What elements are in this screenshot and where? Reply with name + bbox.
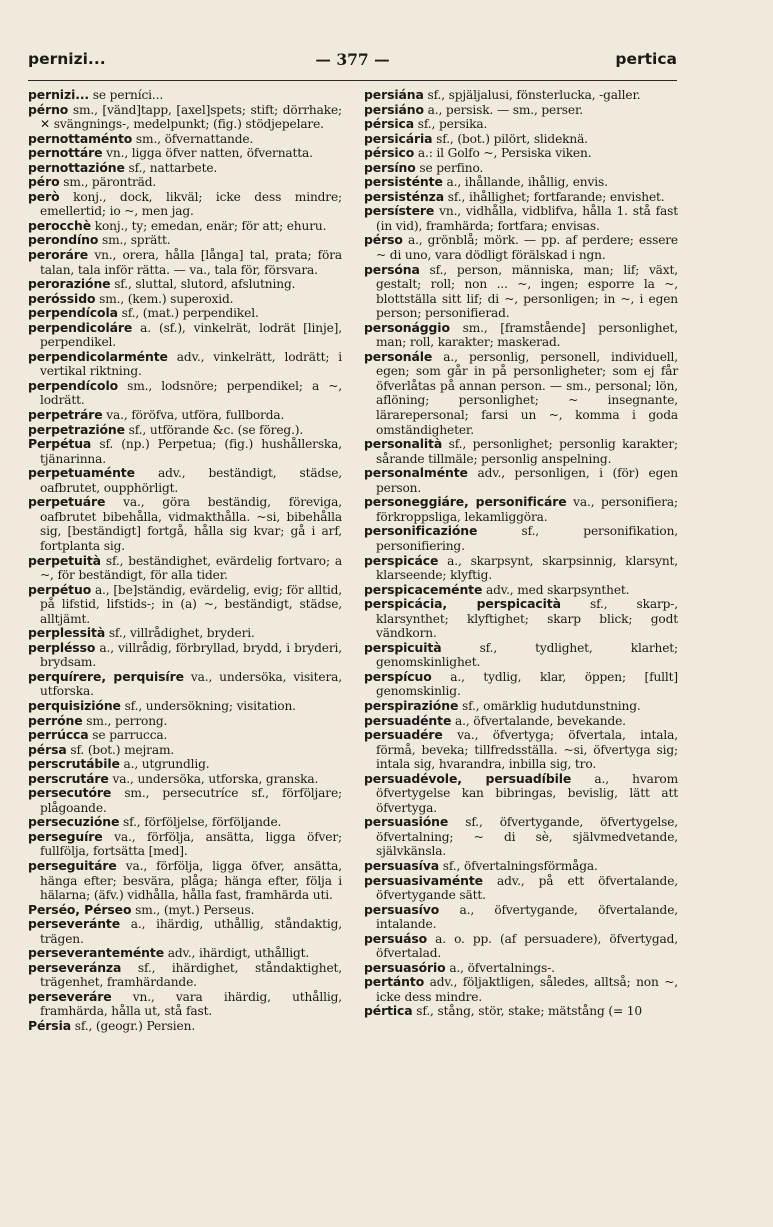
entry-definition: se perníci... (89, 88, 164, 102)
dictionary-entry (364, 1004, 678, 1019)
entry-definition: sf., förföljelse, förföljande. (119, 815, 282, 830)
dictionary-entry (28, 772, 342, 787)
entry-headword: persisténte (364, 174, 443, 190)
entry-definition: a., personlig, personell, individuell, egen; som går in på personligheter; som ej får öfverlåtas på annan person. — sm., personal; lön, aflöning; personlighet; ~ insegnante, lärarepersonal; farsi un ~, komma i goda omständigheter. (376, 349, 678, 437)
entry-definition: sf., personifikation, personifiering. (376, 524, 678, 553)
entry-definition: sf., omärklig hudutdunstning. (458, 698, 641, 713)
entry-headword: perorazióne (28, 276, 111, 292)
entry-definition: sf., ihärdighet, ståndaktighet, trägenhet, framhärdande. (40, 960, 342, 990)
entry-headword: perrúcca (28, 727, 89, 743)
entry-headword: pérso (364, 232, 403, 248)
entry-definition: sf., öfvertalningsförmåga. (439, 858, 598, 873)
entry-definition: va., undersöka, utforska, granska. (108, 771, 319, 786)
entry-definition: a., utgrundlig. (119, 757, 210, 772)
entry-definition: sm., [framstående] personlighet, man; roll, karakter; maskerad. (376, 320, 678, 350)
dictionary-entry (28, 699, 342, 714)
entry-definition: sf., nattarbete. (124, 160, 218, 175)
entry-headword: perpetuaménte (28, 465, 135, 481)
entry-definition: sf., tydlighet, klarhet; genomskinlighet. (376, 640, 678, 670)
left-column (28, 88, 342, 1034)
entry-definition: sm., sprätt. (98, 233, 171, 248)
dictionary-entry (364, 103, 678, 118)
entry-definition: va., förfölja, ansätta, ligga öfver; fullfölja, fortsätta [med]. (40, 829, 342, 859)
entry-headword: perscrutábile (28, 756, 120, 772)
entry-definition: adv., vinkelrätt, lodrätt; i vertikal riktning. (40, 349, 342, 379)
entry-headword: perplésso (28, 639, 96, 655)
entry-headword: persíno (364, 159, 416, 175)
entry-definition: adv., ihärdigt, uthålligt. (164, 946, 310, 961)
entry-definition: va., undersöka, visitera, utforska. (40, 669, 342, 699)
entry-headword: personeggiáre, personificáre (364, 494, 567, 510)
dictionary-entry (364, 641, 678, 670)
entry-definition: adv., personligen, i (för) egen person. (376, 466, 678, 495)
entry-headword: persecutóre (28, 785, 112, 801)
dictionary-entry (28, 990, 342, 1019)
entry-definition: konj., dock, likväl; icke dess mindre; emellertid; io ~, men jag. (40, 189, 342, 219)
entry-headword: persístere (364, 203, 435, 219)
dictionary-entry (364, 495, 678, 524)
dictionary-entry (28, 495, 342, 553)
entry-headword: perpetuità (28, 552, 101, 568)
dictionary-entry (364, 815, 678, 859)
entry-headword: perspicáce (364, 552, 439, 568)
dictionary-entry (28, 728, 342, 743)
dictionary-entry (28, 946, 342, 961)
dictionary-entry (364, 117, 678, 132)
dictionary-entry (28, 714, 342, 729)
entry-definition: a., villrådig, förbryllad, brydd, i bryderi, brydsam. (40, 640, 342, 670)
entry-headword: personalità (364, 436, 443, 452)
entry-definition: adv., följaktligen, således, alltså; non ~, icke dess mindre. (376, 975, 678, 1004)
entry-definition: sf., spjäljalusi, fönsterlucka, -galler. (423, 88, 641, 102)
dictionary-entry (364, 961, 678, 976)
dictionary-entry (364, 466, 678, 495)
dictionary-entry (364, 597, 678, 641)
entry-headword: perpendicolarménte (28, 348, 168, 364)
entry-headword: persuadénte (364, 712, 452, 728)
dictionary-entry (364, 903, 678, 932)
dictionary-entry (364, 233, 678, 262)
dictionary-entry (28, 626, 342, 641)
entry-definition: vn., orera, hålla [långa] tal, prata; föra talan, tala inför rätta. — va., tala för, försvara. (40, 248, 342, 277)
entry-definition: a., tydlig, klar, öppen; [fullt] genomskinlig. (376, 669, 678, 699)
dictionary-entry (364, 321, 678, 350)
entry-definition: sm., (myt.) Perseus. (131, 902, 255, 917)
entry-definition: sm., [vänd]tapp, [axel]spets; stift; dörrhake; ✕ svängnings-, medelpunkt; (fig.) stödjepelare. (40, 102, 342, 132)
entry-definition: se perfino. (415, 160, 484, 175)
entry-headword: perspirazióne (364, 697, 459, 713)
dictionary-entry (28, 292, 342, 307)
entry-headword: perseveráre (28, 988, 112, 1004)
entry-definition: va., personifiera; förkroppsliga, lekamliggöra. (376, 495, 679, 524)
entry-headword: però (28, 188, 60, 204)
dictionary-entry (364, 350, 678, 437)
dictionary-entry (28, 670, 342, 699)
entry-headword: perspícuo (364, 668, 432, 684)
entry-definition: a., öfvertalande, bevekande. (451, 713, 626, 728)
entry-definition: sf., sluttal, slutord, afslutning. (110, 277, 296, 292)
dictionary-entry (28, 146, 342, 161)
entry-headword: perspicaceménte (364, 581, 483, 597)
dictionary-entry (28, 830, 342, 859)
entry-headword: persuasíva (364, 857, 440, 873)
dictionary-entry (364, 714, 678, 729)
dictionary-entry (364, 88, 678, 103)
entry-definition: sf., öfvertygande, öfvertygelse, öfvertalning; ~ di sè, självmedvetande, självkänsla. (376, 815, 678, 859)
entry-definition: se parrucca. (88, 728, 168, 743)
dictionary-entry (28, 743, 342, 758)
entry-headword: persiána (364, 87, 424, 102)
entry-definition: a., ihållande, ihållig, envis. (442, 175, 608, 190)
dictionary-entry (28, 306, 342, 321)
entry-headword: persuáso (364, 930, 428, 946)
entry-definition: sf., utförande &c. (se föreg.). (124, 422, 304, 437)
entry-headword: persuasívo (364, 901, 440, 917)
entry-headword: personággio (364, 319, 450, 335)
entry-headword: personále (364, 348, 433, 364)
header-last-word: pertica (615, 50, 677, 68)
entry-definition: a., [be]ständig, evärdelig, evig; för alltid, på lifstid, lifstids-; in (a) ~, beständigt, städse, alltjämt. (40, 582, 342, 626)
entry-headword: perróne (28, 712, 83, 728)
dictionary-entry (364, 146, 678, 161)
dictionary-entry (364, 728, 678, 772)
dictionary-entry (28, 961, 342, 990)
entry-definition: sf., skarp-, klarsynthet; klyftighet; skarp blick; godt vändkorn. (376, 597, 678, 641)
entry-definition: vn., vara ihärdig, uthållig, framhärda, hålla ut, stå fast. (40, 989, 342, 1019)
entry-definition: sf. (np.) Perpetua; (fig.) hushållerska, tjänarinna. (40, 437, 342, 466)
dictionary-entry (28, 815, 342, 830)
dictionary-entry (364, 175, 678, 190)
entry-headword: peroráre (28, 247, 89, 263)
entry-headword: pernottaménto (28, 130, 133, 146)
entry-headword: perseguíre (28, 828, 103, 844)
entry-definition: sm., öfvernattande. (132, 131, 254, 146)
entry-headword: pérsica (364, 116, 415, 132)
entry-definition: vn., vidhålla, vidblifva, hålla 1. stå fast (in vid), framhärda; fortfara; envisas. (376, 204, 678, 233)
entry-definition: sf., person, människa, man; lif; växt, gestalt; roll; non ... ~, ingen; esporre la ~, blottställa sitt lif; di ~, personligen; in ~, i egen person; personifierad. (376, 262, 678, 321)
entry-definition: sf., stång, stör, stake; mätstång (= 10 (412, 1004, 642, 1019)
entry-definition: sf., undersökning; visitation. (120, 698, 296, 713)
entry-headword: persóna (364, 261, 420, 277)
entry-headword: pernottáre (28, 145, 103, 161)
dictionary-entry (28, 350, 342, 379)
entry-headword: Perséo, Pérseo (28, 901, 132, 917)
entry-definition: a., öfvertalnings-. (445, 960, 555, 975)
entry-headword: pernottazióne (28, 159, 125, 175)
entry-definition: sf., personlighet; personlig karakter; sårande tillmäle; personlig anspelning. (376, 437, 678, 466)
entry-definition: adv., beständigt, städse, oafbrutet, oupphörligt. (40, 466, 342, 495)
entry-definition: sf., persika. (414, 117, 488, 132)
entry-headword: pértica (364, 1003, 413, 1019)
entry-headword: peróssido (28, 290, 96, 306)
entry-headword: perquírere, perquisíre (28, 668, 184, 684)
dictionary-entry (28, 175, 342, 190)
dictionary-entry (28, 1019, 342, 1034)
entry-headword: persicária (364, 130, 433, 146)
dictionary-entry (28, 103, 342, 132)
entry-headword: personificazióne (364, 523, 478, 539)
dictionary-entry (28, 583, 342, 627)
entry-headword: personalménte (364, 465, 468, 481)
dictionary-entry (364, 772, 678, 816)
dictionary-entry (28, 321, 342, 350)
entry-definition: a., persisk. — sm., perser. (423, 102, 584, 117)
entry-definition: sf. (bot.) mejram. (66, 742, 175, 757)
entry-definition: sm., (kem.) superoxid. (95, 291, 234, 306)
entry-headword: perpendícola (28, 305, 118, 321)
entry-headword: pérsico (364, 145, 415, 161)
dictionary-entry (364, 161, 678, 176)
entry-definition: a., grönblå; mörk. — pp. af perdere; essere ~ di uno, vara dödligt förälskad i ngn. (376, 233, 678, 263)
entry-definition: a. (sf.), vinkelrät, lodrät [linje], perpendikel. (40, 320, 342, 350)
dictionary-entry (364, 975, 678, 1004)
entry-definition: a., hvarom öfvertygelse kan bibringas, bevislig, lätt att öfvertyga. (376, 771, 678, 815)
entry-definition: sm., perrong. (82, 713, 168, 728)
page-number: — 377 — (315, 50, 390, 69)
dictionary-entry (28, 88, 342, 103)
dictionary-entry (28, 248, 342, 277)
dictionary-entry (364, 874, 678, 903)
dictionary-entry (28, 132, 342, 147)
entry-headword: persiáno (364, 101, 424, 117)
dictionary-entry (364, 859, 678, 874)
entry-definition: adv., på ett öfvertalande, öfvertygande sätt. (376, 873, 678, 903)
entry-definition: va., förfölja, ligga öfver, ansätta, hänga efter; besvära, plåga; hänga efter, följa i hälarna; (äfv.) vidhålla, hålla fast, framhärda uti. (40, 858, 342, 903)
entry-headword: perondíno (28, 232, 99, 248)
entry-headword: Pérsia (28, 1018, 71, 1033)
entry-headword: pérno (28, 101, 69, 117)
entry-headword: persuasivaménte (364, 872, 483, 888)
dictionary-entry (364, 263, 678, 321)
dictionary-entry (28, 554, 342, 583)
dictionary-entry (28, 466, 342, 495)
dictionary-entry (28, 408, 342, 423)
entry-headword: perpetuáre (28, 494, 106, 510)
entry-headword: perquisizióne (28, 697, 121, 713)
entry-definition: a., ihärdig, uthållig, ståndaktig, trägen. (40, 917, 342, 946)
dictionary-entry (28, 437, 342, 466)
entry-headword: pernizi... (28, 87, 90, 102)
dictionary-entry (28, 161, 342, 176)
dictionary-entry (28, 859, 342, 903)
entry-headword: perseveránza (28, 959, 122, 975)
entry-headword: Perpétua (28, 436, 92, 452)
entry-headword: perseveránte (28, 916, 121, 932)
entry-headword: pérsa (28, 741, 67, 757)
header-rule (28, 80, 677, 81)
dictionary-entry (364, 437, 678, 466)
dictionary-entry (364, 132, 678, 147)
entry-definition: sf., villrådighet, bryderi. (105, 626, 255, 641)
entry-headword: persecuzióne (28, 814, 120, 830)
entry-headword: perspicácia, perspicacità (364, 596, 561, 612)
dictionary-entry (364, 670, 678, 699)
dictionary-entry (364, 204, 678, 233)
entry-definition: sm., päronträd. (59, 175, 157, 190)
dictionary-entry (28, 233, 342, 248)
entry-headword: persuadévole, persuadíbile (364, 770, 572, 786)
entry-definition: sm., persecutríce sf., förföljare; plågoande. (40, 786, 342, 815)
entry-definition: sf., (mat.) perpendikel. (117, 306, 259, 321)
entry-headword: pertánto (364, 974, 425, 990)
entry-headword: perpendícolo (28, 377, 119, 393)
dictionary-entry (28, 903, 342, 918)
entry-definition: a. o. pp. (af persuadere), öfvertygad, öfvertalad. (376, 931, 678, 961)
entry-headword: péro (28, 174, 60, 190)
entry-headword: perspicuità (364, 639, 442, 655)
dictionary-entry (28, 917, 342, 946)
entry-headword: perocchè (28, 217, 92, 233)
entry-headword: persuadére (364, 727, 443, 743)
entry-headword: persuasióne (364, 814, 449, 830)
entry-definition: vn., ligga öfver natten, öfvernatta. (102, 146, 313, 161)
entry-definition: a.: il Golfo ~, Persiska viken. (414, 146, 592, 161)
entry-headword: perscrutáre (28, 770, 109, 786)
entry-definition: sm., lodsnöre; perpendikel; a ~, lodrätt. (40, 378, 342, 408)
entry-headword: perplessità (28, 625, 106, 641)
entry-definition: a., skarpsynt, skarpsinnig, klarsynt, klarseende; klyftig. (376, 553, 678, 583)
entry-headword: perpetrazióne (28, 421, 125, 437)
page-header (28, 50, 677, 76)
dictionary-entry (28, 219, 342, 234)
dictionary-entry (364, 699, 678, 714)
dictionary-entry (28, 190, 342, 219)
entry-headword: persuasório (364, 959, 446, 975)
entry-definition: sf., beständighet, evärdelig fortvaro; a ~, för beständigt, för alla tider. (40, 553, 342, 583)
entry-definition: adv., med skarpsynthet. (482, 582, 630, 597)
right-column (364, 88, 678, 1019)
entry-definition: sf., (geogr.) Persien. (70, 1019, 196, 1033)
entry-headword: perseguitáre (28, 857, 117, 873)
dictionary-entry (28, 379, 342, 408)
dictionary-entry (28, 423, 342, 438)
dictionary-entry (364, 932, 678, 961)
entry-headword: perpétuo (28, 581, 92, 597)
dictionary-entry (364, 190, 678, 205)
entry-definition: va., öfvertyga; öfvertala, intala, förmå, beveka; tillfredsställa. ~si, öfvertyga sig; intala sig, hvarandra, inbilla sig, tro. (376, 728, 678, 772)
entry-headword: perpendicoláre (28, 319, 133, 335)
entry-headword: persisténza (364, 188, 445, 204)
entry-definition: va., göra beständig, föreviga, oafbrutet bibehålla, vidmakthålla. ~si, bibehålla sig, [beständigt] fortgå, hålla sig kvar; gå i arf, fortplanta sig. (40, 495, 342, 553)
entry-headword: perseveranteménte (28, 945, 165, 961)
entry-definition: va., föröfva, utföra, fullborda. (102, 408, 285, 423)
dictionary-entry (28, 786, 342, 815)
dictionary-entry (364, 554, 678, 583)
entry-definition: sf., ihållighet; fortfarande; envishet. (444, 189, 665, 204)
dictionary-entry (28, 757, 342, 772)
entry-definition: sf., (bot.) pilört, slideknä. (432, 131, 588, 146)
header-first-word: pernizi... (28, 50, 106, 68)
entry-definition: konj., ty; emedan, enär; för att; ehuru. (91, 218, 327, 233)
dictionary-entry (364, 583, 678, 598)
entry-headword: perpetráre (28, 407, 103, 423)
dictionary-entry (364, 524, 678, 553)
entry-definition: a., öfvertygande, öfvertalande, intalande. (376, 902, 678, 932)
dictionary-entry (28, 641, 342, 670)
dictionary-entry (28, 277, 342, 292)
